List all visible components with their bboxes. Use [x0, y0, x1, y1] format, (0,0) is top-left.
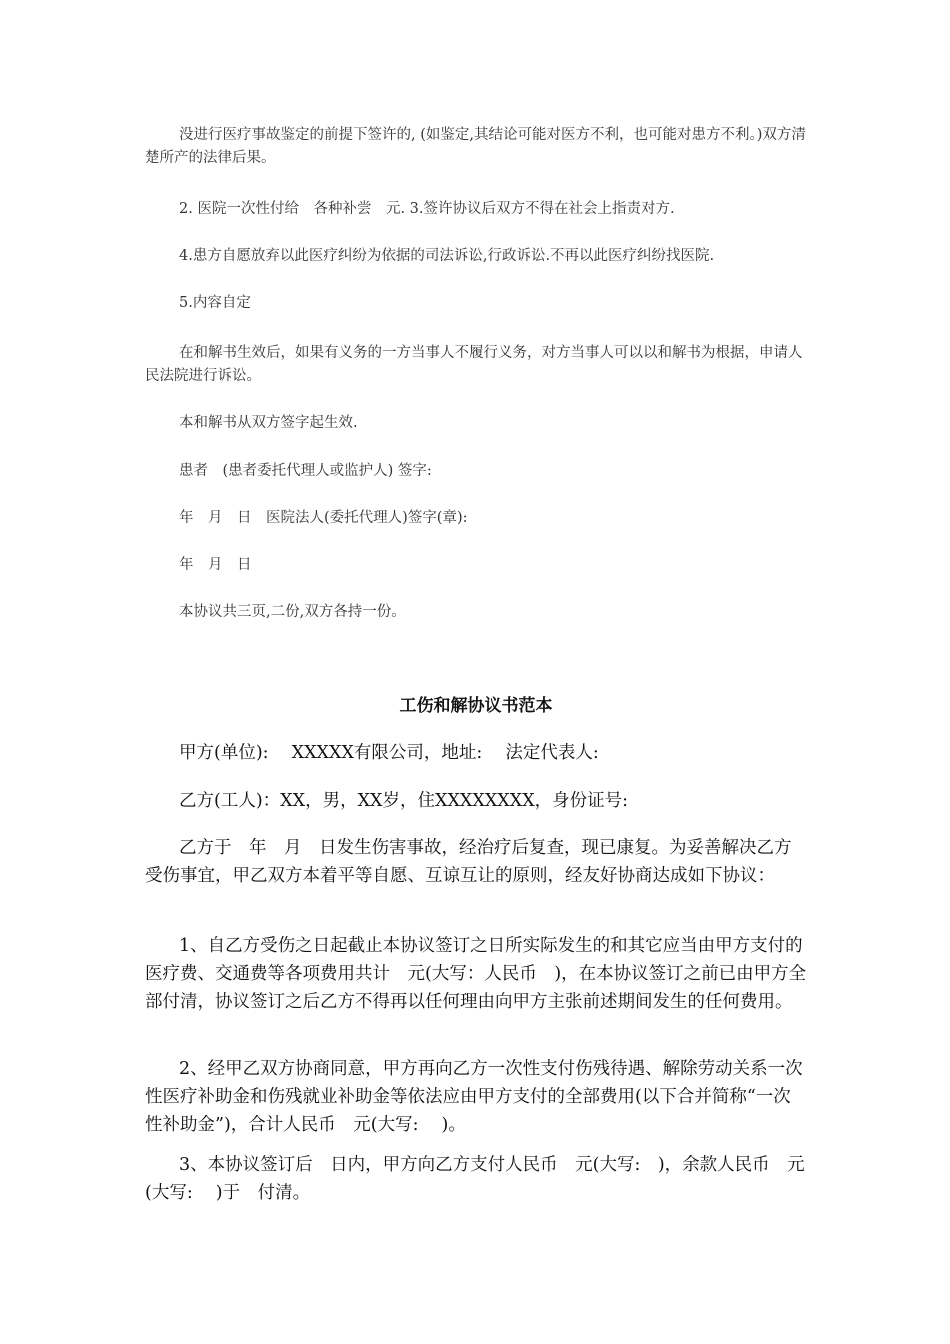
party-b-line: 乙方(工人)：XX，男，XX岁，住XXXXXXXX，身份证号:	[179, 791, 629, 811]
paragraph-clause-2-3: 2. 医院一次性付给 各种补尝 元. 3.签许协议后双方不得在社会上指责对方.	[179, 201, 675, 217]
paragraph-article-2: 2、经甲乙双方协商同意，甲方再向乙方一次性支付伤残待遇、解除劳动关系一次性医疗补助金和伤残就业补助金等依法应由甲方支付的全部费用(以下合并简称“一次性补助金”)，合计人民币 元(大写: )。	[145, 1059, 803, 1135]
paragraph-copies: 本协议共三页,二份,双方各持一份。	[179, 604, 406, 620]
paragraph-effective: 本和解书从双方签字起生效.	[179, 415, 358, 431]
date-line: 年 月 日	[179, 557, 252, 573]
paragraph-enforcement: 在和解书生效后，如果有义务的一方当事人不履行义务，对方当事人可以以和解书为根据，申请人民法院进行诉讼。	[145, 345, 803, 384]
signature-line-hospital: 年 月 日 医院法人(委托代理人)签字(章):	[179, 510, 468, 526]
paragraph-article-1: 1、自乙方受伤之日起截止本协议签订之日所实际发生的和其它应当由甲方支付的医疗费、交通费等各项费用共计 元(大写：人民币 )，在本协议签订之前已由甲方全部付清，协议签订之后乙方不得再以任何理由向甲方主张前述期间发生的任何费用。	[145, 936, 807, 1012]
paragraph-clause-4: 4.患方自愿放弃以此医疗纠纷为依据的司法诉讼,行政诉讼.不再以此医疗纠纷找医院.	[179, 248, 715, 264]
signature-line-patient: 患者 (患者委托代理人或监护人) 签字:	[179, 463, 432, 479]
paragraph-appraisal-note: 没进行医疗事故鉴定的前提下签许的, (如鉴定,其结论可能对医方不利，也可能对患方不利。)双方清楚所产的法律后果。	[145, 127, 806, 166]
paragraph-article-3: 3、本协议签订后 日内，甲方向乙方支付人民币 元(大写: )，余款人民币 元(大写: )于 付清。	[145, 1155, 805, 1203]
party-a-line: 甲方(单位): XXXXX有限公司，地址: 法定代表人:	[179, 743, 599, 763]
paragraph-clause-5: 5.内容自定	[179, 295, 251, 311]
document-title: 工伤和解协议书范本	[399, 696, 553, 716]
paragraph-background: 乙方于 年 月 日发生伤害事故，经治疗后复查，现已康复。为妥善解决乙方受伤事宜，甲乙双方本着平等自愿、互谅互让的原则，经友好协商达成如下协议：	[145, 838, 792, 886]
